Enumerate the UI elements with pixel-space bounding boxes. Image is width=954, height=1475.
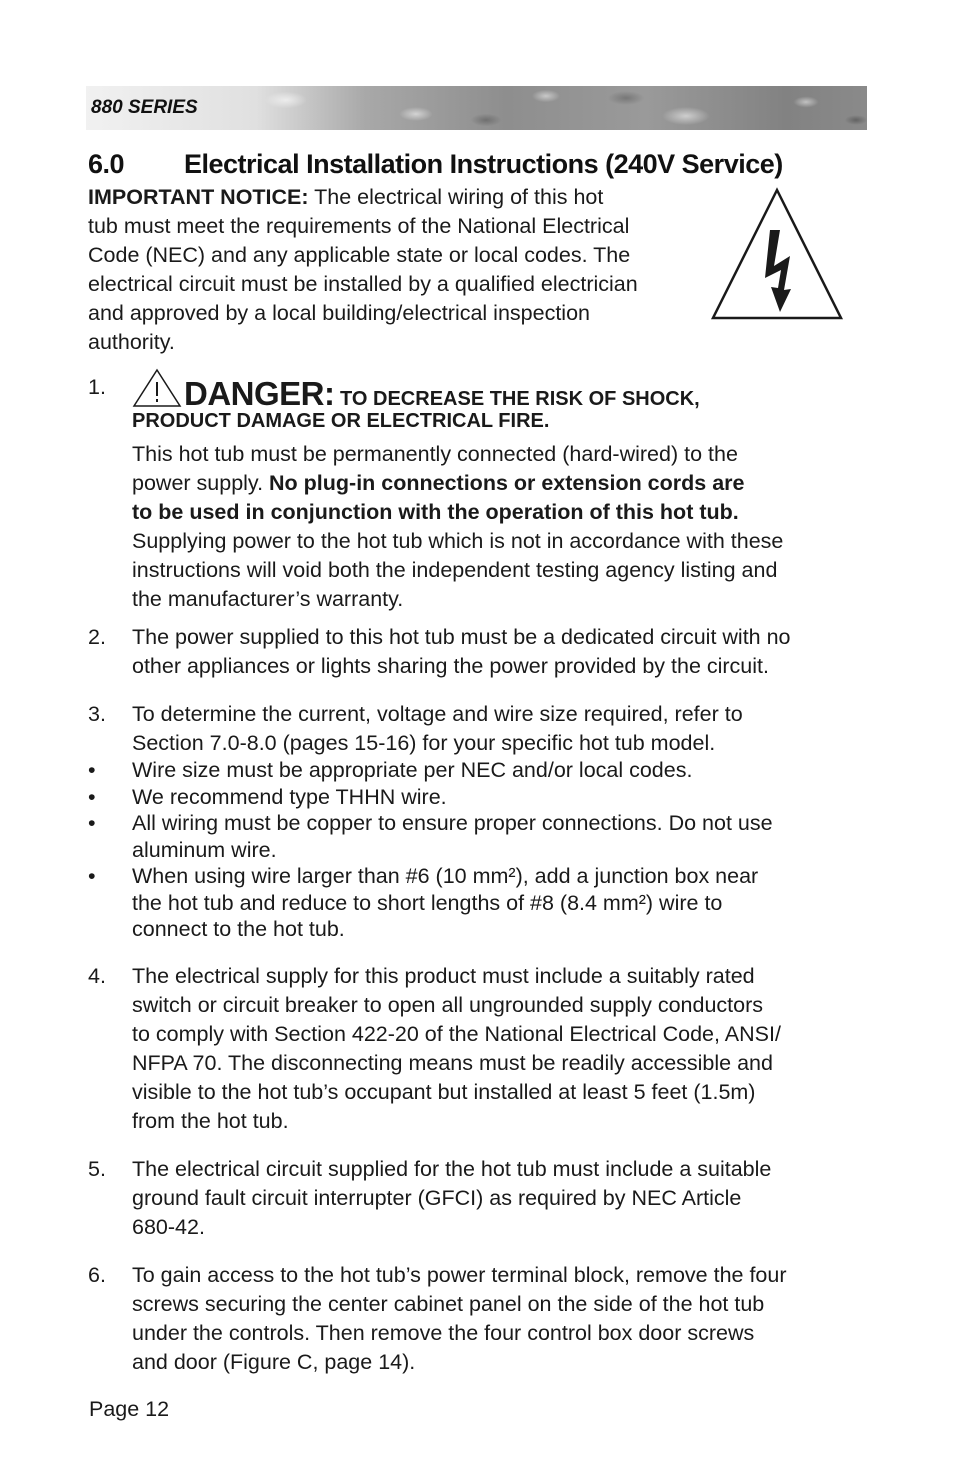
item-text: the manufacturer’s warranty. [132,587,404,611]
item-text-bold: No plug-in connections or extension cords are [269,471,745,495]
bullet-item [88,757,872,784]
item-text: Section 7.0-8.0 (pages 15-16) for your specific hot tub model. [132,731,716,755]
section-title: Electrical Installation Instructions (240V Service) [184,149,783,179]
notice-text: The electrical wiring of this hot [308,185,604,209]
danger-text: TO DECREASE THE RISK OF SHOCK, [334,388,700,410]
notice-text: electrical circuit must be installed by a qualified electrician [88,272,638,296]
bullet-text: We recommend type THHN wire. [132,784,447,809]
item-text: visible to the hot tub’s occupant but installed at least 5 feet (1.5m) [132,1080,756,1104]
bullet-text: All wiring must be copper to ensure proper connections. Do not use [132,811,773,835]
bullet-dot: • [88,784,96,809]
list-marker: 1. [88,375,106,399]
list-marker: 3. [88,702,106,726]
bullet-item [88,784,872,811]
list-marker: 4. [88,964,106,988]
list-marker: 2. [88,625,106,649]
important-notice [88,183,708,357]
item-text-bold: to be used in conjunction with the operation of this hot tub. [132,500,739,524]
bullet-item [88,810,872,863]
item-text: Supplying power to the hot tub which is not in accordance with these [132,529,784,553]
item-text: screws securing the center cabinet panel on the side of the hot tub [132,1292,765,1316]
item-text: from the hot tub. [132,1109,289,1133]
item-text-plain: power supply. [132,471,270,495]
notice-text: authority. [88,330,175,354]
electrical-shock-warning-icon [710,186,844,322]
item-text: other appliances or lights sharing the power provided by the circuit. [132,654,769,678]
warning-triangle-icon [132,368,182,408]
series-title: 880 SERIES [91,97,198,118]
notice-text: Code (NEC) and any applicable state or local codes. The [88,243,631,267]
item-text: to comply with Section 422-20 of the National Electrical Code, ANSI/ [132,1022,781,1046]
bullet-text: the hot tub and reduce to short lengths of #8 (8.4 mm²) wire to [132,890,723,915]
item-text: This hot tub must be permanently connected (hard-wired) to the [132,442,738,466]
list-marker: 5. [88,1157,106,1181]
danger-text: PRODUCT DAMAGE OR ELECTRICAL FIRE. [132,410,550,432]
item-text: To gain access to the hot tub’s power terminal block, remove the four [132,1263,787,1287]
bullet-dot: • [88,758,96,782]
notice-label: IMPORTANT NOTICE: [88,185,309,209]
notice-text: and approved by a local building/electrical inspection [88,301,590,325]
item-text: ground fault circuit interrupter (GFCI) as required by NEC Article [132,1186,742,1210]
page-number: Page 12 [89,1397,170,1421]
item-text: The electrical circuit supplied for the hot tub must include a suitable [132,1157,772,1181]
item-text [132,469,872,498]
item-text: and door (Figure C, page 14). [132,1350,416,1374]
series-banner [86,86,867,130]
bullet-text: connect to the hot tub. [132,917,345,941]
item-text: switch or circuit breaker to open all ungrounded supply conductors [132,993,764,1017]
bullet-list [88,757,872,943]
bullet-dot: • [88,864,96,888]
danger-callout [132,368,872,410]
item-text: 680-42. [132,1215,205,1239]
item-text: instructions will void both the independent testing agency listing and [132,558,778,582]
item-text: under the controls. Then remove the four control box door screws [132,1321,755,1345]
item-text: The electrical supply for this product must include a suitably rated [132,964,755,988]
notice-text: tub must meet the requirements of the National Electrical [88,214,630,238]
item-text: NFPA 70. The disconnecting means must be readily accessible and [132,1051,773,1075]
list-marker: 6. [88,1263,106,1287]
bullet-text: When using wire larger than #6 (10 mm²), add a junction box near [132,864,759,888]
section-number: 6.0 [88,149,125,179]
bullet-dot: • [88,811,96,835]
section-heading [88,149,783,180]
danger-label: DANGER: [184,375,335,412]
bullet-text: Wire size must be appropriate per NEC and/or local codes. [132,758,693,782]
bullet-text: aluminum wire. [132,837,277,862]
bullet-item [88,863,872,943]
item-text: To determine the current, voltage and wire size required, refer to [132,702,743,726]
item-text [132,498,872,527]
item-text: The power supplied to this hot tub must be a dedicated circuit with no [132,625,791,649]
